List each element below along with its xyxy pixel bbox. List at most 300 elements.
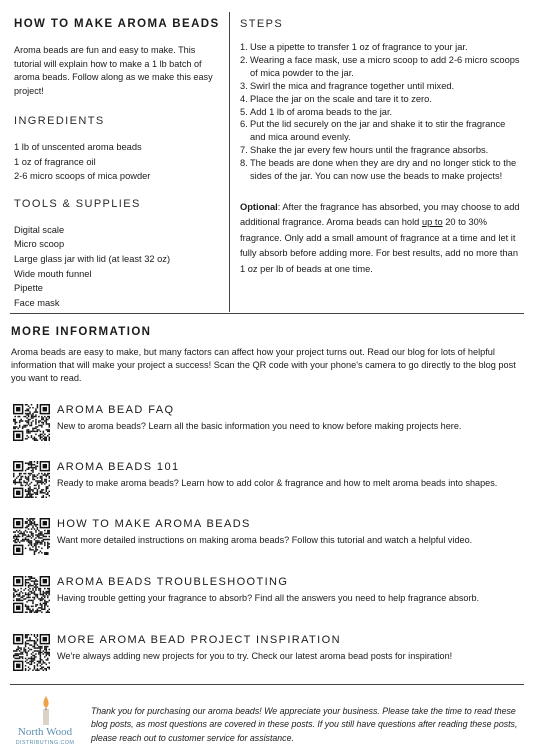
qr-module — [28, 485, 29, 486]
qr-module — [19, 658, 20, 659]
qr-module — [49, 594, 50, 595]
resource-item-how-to[interactable] — [13, 518, 525, 560]
qr-module — [34, 528, 35, 529]
qr-module — [37, 647, 38, 648]
qr-module — [26, 521, 27, 522]
qr-module — [34, 662, 35, 663]
qr-module — [40, 531, 41, 532]
qr-module — [17, 539, 18, 540]
qr-module — [29, 664, 30, 665]
qr-module — [41, 477, 42, 478]
qr-module — [19, 480, 20, 481]
qr-module — [13, 656, 14, 657]
qr-module — [41, 607, 42, 608]
qr-module — [41, 647, 42, 648]
qr-module — [49, 485, 50, 486]
qr-module — [17, 531, 18, 532]
qr-module — [20, 420, 21, 421]
qr-module — [35, 647, 36, 648]
qr-module — [37, 665, 38, 666]
qr-module — [29, 661, 30, 662]
qr-module — [26, 659, 27, 660]
qr-module — [38, 533, 39, 534]
qr-module — [46, 603, 47, 604]
qr-module — [34, 580, 35, 581]
qr-module — [22, 534, 23, 535]
qr-module — [25, 534, 26, 535]
qr-module — [31, 661, 32, 662]
qr-module — [28, 525, 29, 526]
qr-module — [26, 413, 27, 414]
qr-module — [46, 474, 47, 475]
qr-module — [40, 603, 41, 604]
qr-module — [44, 539, 45, 540]
qr-module — [23, 426, 24, 427]
qr-module — [31, 425, 32, 426]
qr-module — [34, 539, 35, 540]
qr-module — [25, 649, 26, 650]
qr-module — [40, 662, 41, 663]
qr-module — [29, 431, 30, 432]
qr-module — [25, 537, 26, 538]
qr-module — [43, 539, 44, 540]
optional-text-end: 20 to 30% fragrance. Only add a small amount of fragrance at a time and let it fully absorb before adding more. For best results, add no more than 1 oz per lb of beads at one time. — [240, 217, 519, 274]
qr-module — [26, 606, 27, 607]
qr-module — [29, 585, 30, 586]
qr-module — [32, 659, 33, 660]
qr-module — [25, 650, 26, 651]
qr-module — [31, 522, 32, 523]
qr-module — [47, 492, 48, 493]
qr-module — [34, 431, 35, 432]
qr-module — [25, 665, 26, 666]
qr-module — [29, 425, 30, 426]
qr-module — [16, 422, 17, 423]
qr-module — [40, 533, 41, 534]
qr-module — [46, 480, 47, 481]
qr-module — [46, 670, 47, 671]
qr-module — [28, 539, 29, 540]
qr-module — [35, 419, 36, 420]
qr-module — [47, 543, 48, 544]
qr-module — [47, 423, 48, 424]
qr-module — [31, 634, 32, 635]
qr-module — [31, 467, 32, 468]
qr-module — [28, 640, 29, 641]
qr-module — [34, 464, 35, 465]
qr-module — [41, 491, 42, 492]
qr-module — [14, 422, 15, 423]
qr-module — [34, 551, 35, 552]
qr-module — [28, 423, 29, 424]
qr-module — [40, 588, 41, 589]
qr-module — [49, 416, 50, 417]
qr-module — [46, 649, 47, 650]
resource-title[interactable]: AROMA BEADS 101 — [57, 461, 180, 473]
qr-module — [49, 476, 50, 477]
qr-code-icon[interactable] — [13, 518, 50, 555]
qr-module — [49, 480, 50, 481]
qr-module — [28, 422, 29, 423]
qr-module — [40, 425, 41, 426]
qr-module — [29, 658, 30, 659]
resource-title[interactable]: AROMA BEAD FAQ — [57, 404, 175, 416]
qr-module — [40, 534, 41, 535]
qr-module — [41, 440, 42, 441]
qr-module — [40, 598, 41, 599]
qr-module — [31, 524, 32, 525]
qr-module — [44, 545, 45, 546]
qr-module — [41, 437, 42, 438]
qr-module — [32, 479, 33, 480]
resource-item-troubleshooting[interactable] — [13, 576, 525, 618]
qr-module — [28, 431, 29, 432]
qr-module — [47, 597, 48, 598]
qr-module — [17, 540, 18, 541]
qr-module — [32, 429, 33, 430]
step-text: Use a pipette to transfer 1 oz of fragrance to your jar. — [250, 42, 468, 52]
qr-module — [32, 494, 33, 495]
more-information-intro: Aroma beads are easy to make, but many factors can affect how your project turns out. Read our blog for lots of helpful information that will make your project a success! Scan the QR code with your phone's camera to go directly to the blog post you want to read. — [11, 347, 516, 384]
qr-module — [46, 482, 47, 483]
resource-title[interactable]: HOW TO MAKE AROMA BEADS — [57, 518, 251, 530]
qr-module — [25, 497, 26, 498]
qr-module — [17, 595, 18, 596]
qr-module — [40, 434, 41, 435]
qr-module — [34, 583, 35, 584]
qr-module — [35, 411, 36, 412]
qr-module — [26, 410, 27, 411]
qr-module — [31, 545, 32, 546]
qr-module — [41, 604, 42, 605]
qr-module — [13, 419, 14, 420]
column-divider — [229, 12, 230, 312]
qr-module — [44, 554, 45, 555]
qr-module — [28, 597, 29, 598]
qr-module — [13, 536, 14, 537]
qr-module — [47, 588, 48, 589]
qr-module — [35, 530, 36, 531]
qr-module — [35, 540, 36, 541]
qr-module — [34, 665, 35, 666]
qr-module — [14, 428, 15, 429]
qr-module — [26, 497, 27, 498]
qr-module — [29, 521, 30, 522]
qr-module — [26, 522, 27, 523]
qr-module — [38, 416, 39, 417]
resource-title[interactable]: AROMA BEADS TROUBLESHOOTING — [57, 576, 289, 588]
qr-module — [47, 610, 48, 611]
qr-module — [34, 644, 35, 645]
qr-module — [22, 595, 23, 596]
qr-module — [35, 641, 36, 642]
qr-module — [37, 489, 38, 490]
qr-module — [46, 536, 47, 537]
step-text: Wearing a face mask, use a micro scoop to add 2-6 micro scoops of mica powder to the jar. — [250, 54, 520, 78]
qr-module — [46, 646, 47, 647]
qr-module — [26, 468, 27, 469]
qr-module — [14, 655, 15, 656]
qr-module — [14, 426, 15, 427]
qr-module — [31, 528, 32, 529]
qr-module — [34, 634, 35, 635]
qr-module — [37, 461, 38, 462]
qr-finder-core — [43, 407, 47, 411]
qr-module — [31, 600, 32, 601]
qr-finder-core — [43, 464, 47, 468]
qr-module — [41, 664, 42, 665]
qr-module — [28, 480, 29, 481]
qr-module — [25, 644, 26, 645]
qr-module — [25, 661, 26, 662]
qr-module — [29, 543, 30, 544]
qr-module — [43, 598, 44, 599]
qr-module — [19, 650, 20, 651]
qr-module — [20, 600, 21, 601]
qr-module — [32, 464, 33, 465]
qr-finder-core — [16, 664, 20, 668]
qr-module — [28, 420, 29, 421]
qr-module — [46, 653, 47, 654]
qr-module — [25, 582, 26, 583]
qr-module — [49, 429, 50, 430]
qr-module — [32, 522, 33, 523]
qr-module — [29, 492, 30, 493]
qr-module — [40, 492, 41, 493]
qr-module — [28, 586, 29, 587]
qr-code-icon[interactable] — [13, 461, 50, 498]
qr-module — [19, 479, 20, 480]
qr-module — [14, 420, 15, 421]
qr-module — [35, 414, 36, 415]
qr-module — [32, 491, 33, 492]
qr-module — [38, 607, 39, 608]
qr-module — [29, 583, 30, 584]
qr-module — [49, 531, 50, 532]
qr-module — [32, 533, 33, 534]
qr-module — [38, 589, 39, 590]
qr-module — [22, 539, 23, 540]
qr-module — [29, 489, 30, 490]
qr-module — [32, 652, 33, 653]
qr-module — [43, 609, 44, 610]
qr-module — [46, 489, 47, 490]
qr-module — [49, 539, 50, 540]
qr-module — [28, 405, 29, 406]
qr-module — [29, 411, 30, 412]
qr-module — [25, 404, 26, 405]
qr-module — [44, 479, 45, 480]
qr-module — [22, 426, 23, 427]
step-item — [240, 80, 522, 93]
qr-module — [28, 476, 29, 477]
qr-module — [20, 647, 21, 648]
qr-module — [49, 426, 50, 427]
qr-module — [34, 591, 35, 592]
resource-item-inspiration[interactable] — [13, 634, 525, 676]
qr-module — [38, 534, 39, 535]
qr-module — [46, 591, 47, 592]
qr-module — [34, 543, 35, 544]
qr-module — [23, 649, 24, 650]
qr-module — [44, 656, 45, 657]
qr-module — [16, 426, 17, 427]
qr-module — [25, 594, 26, 595]
qr-module — [29, 640, 30, 641]
qr-module — [37, 594, 38, 595]
qr-module — [25, 485, 26, 486]
qr-module — [43, 432, 44, 433]
qr-module — [47, 542, 48, 543]
resource-title[interactable]: MORE AROMA BEAD PROJECT INSPIRATION — [57, 634, 341, 646]
qr-module — [17, 598, 18, 599]
qr-module — [22, 592, 23, 593]
qr-module — [31, 543, 32, 544]
qr-module — [26, 540, 27, 541]
qr-module — [34, 524, 35, 525]
qr-module — [43, 422, 44, 423]
qr-module — [20, 649, 21, 650]
qr-module — [14, 534, 15, 535]
qr-module — [41, 646, 42, 647]
qr-module — [41, 609, 42, 610]
qr-module — [26, 579, 27, 580]
qr-module — [47, 473, 48, 474]
qr-module — [31, 461, 32, 462]
qr-module — [31, 542, 32, 543]
qr-module — [34, 545, 35, 546]
qr-module — [37, 483, 38, 484]
footer-divider — [10, 684, 524, 685]
qr-module — [43, 603, 44, 604]
step-item — [240, 144, 522, 157]
qr-module — [49, 425, 50, 426]
qr-module — [40, 543, 41, 544]
qr-module — [32, 477, 33, 478]
qr-module — [19, 474, 20, 475]
qr-module — [34, 492, 35, 493]
qr-module — [40, 591, 41, 592]
qr-module — [22, 652, 23, 653]
qr-module — [46, 601, 47, 602]
qr-module — [35, 468, 36, 469]
qr-module — [31, 606, 32, 607]
qr-code-icon[interactable] — [13, 404, 50, 441]
qr-module — [29, 597, 30, 598]
qr-module — [35, 440, 36, 441]
qr-module — [31, 518, 32, 519]
qr-module — [32, 606, 33, 607]
qr-module — [26, 539, 27, 540]
qr-module — [29, 464, 30, 465]
qr-module — [14, 479, 15, 480]
qr-module — [26, 662, 27, 663]
qr-module — [25, 668, 26, 669]
qr-module — [34, 612, 35, 613]
qr-module — [37, 477, 38, 478]
qr-module — [28, 594, 29, 595]
qr-module — [43, 670, 44, 671]
qr-module — [47, 545, 48, 546]
qr-module — [14, 595, 15, 596]
qr-module — [43, 667, 44, 668]
qr-code-icon[interactable] — [13, 576, 50, 613]
step-item — [240, 118, 522, 144]
qr-module — [32, 431, 33, 432]
resource-item-101[interactable] — [13, 461, 525, 503]
qr-module — [37, 465, 38, 466]
qr-module — [35, 524, 36, 525]
qr-module — [37, 534, 38, 535]
qr-module — [35, 497, 36, 498]
qr-module — [49, 662, 50, 663]
qr-module — [41, 492, 42, 493]
qr-module — [16, 482, 17, 483]
qr-module — [23, 531, 24, 532]
qr-module — [38, 429, 39, 430]
qr-module — [28, 592, 29, 593]
qr-module — [34, 416, 35, 417]
qr-module — [35, 488, 36, 489]
qr-module — [49, 437, 50, 438]
qr-module — [29, 594, 30, 595]
resource-item-faq[interactable] — [13, 404, 525, 446]
qr-finder-core — [16, 579, 20, 583]
qr-module — [19, 592, 20, 593]
qr-module — [14, 653, 15, 654]
qr-module — [28, 585, 29, 586]
qr-module — [19, 530, 20, 531]
qr-module — [25, 426, 26, 427]
qr-module — [43, 419, 44, 420]
qr-module — [32, 646, 33, 647]
qr-module — [25, 634, 26, 635]
qr-module — [40, 589, 41, 590]
qr-module — [25, 588, 26, 589]
qr-module — [29, 413, 30, 414]
qr-module — [46, 652, 47, 653]
qr-module — [29, 588, 30, 589]
step-item — [240, 54, 522, 80]
qr-module — [47, 548, 48, 549]
qr-module — [41, 426, 42, 427]
qr-module — [40, 600, 41, 601]
qr-module — [37, 609, 38, 610]
qr-finder-core — [43, 637, 47, 641]
qr-module — [35, 546, 36, 547]
qr-module — [29, 524, 30, 525]
qr-module — [46, 486, 47, 487]
qr-module — [34, 521, 35, 522]
qr-module — [31, 464, 32, 465]
qr-module — [38, 653, 39, 654]
qr-module — [26, 408, 27, 409]
qr-module — [26, 417, 27, 418]
qr-module — [47, 530, 48, 531]
qr-module — [32, 640, 33, 641]
qr-module — [41, 534, 42, 535]
qr-module — [46, 476, 47, 477]
qr-module — [47, 595, 48, 596]
qr-module — [47, 429, 48, 430]
qr-code-icon[interactable] — [13, 634, 50, 671]
qr-module — [14, 658, 15, 659]
qr-module — [29, 600, 30, 601]
qr-module — [34, 655, 35, 656]
qr-module — [26, 494, 27, 495]
qr-module — [40, 482, 41, 483]
qr-module — [47, 606, 48, 607]
